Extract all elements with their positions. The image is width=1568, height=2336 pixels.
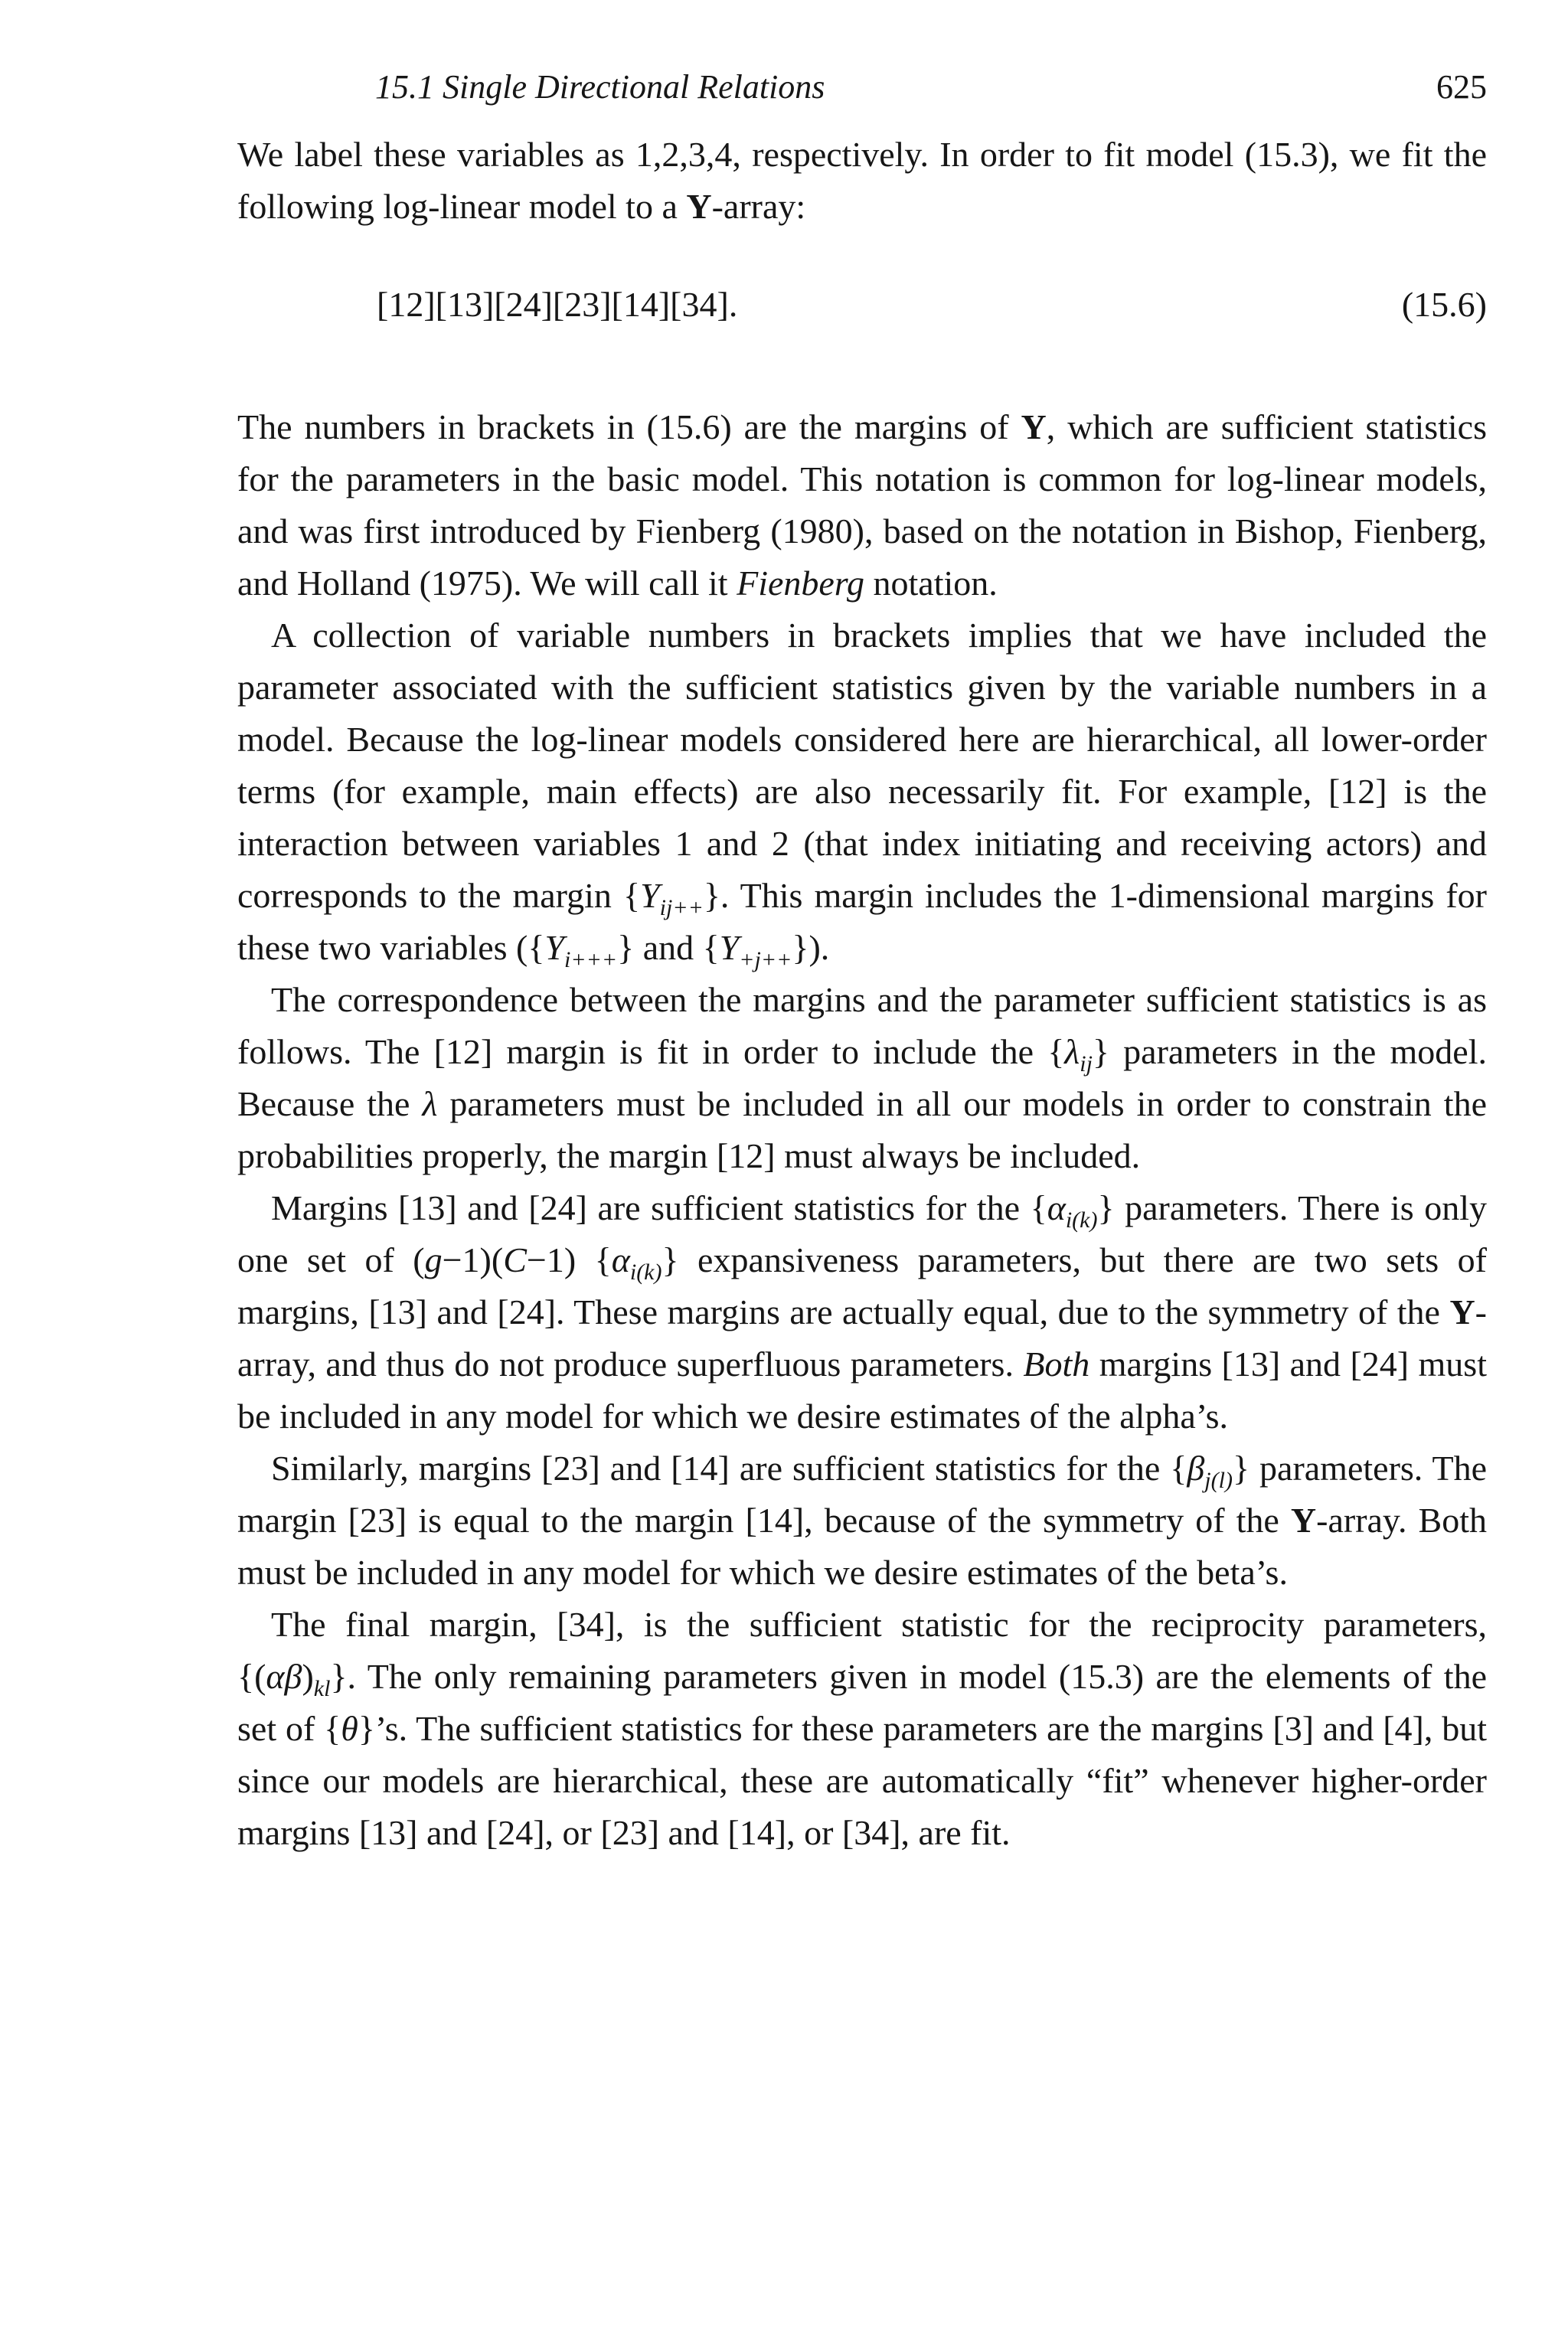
math-subscript: i(k): [1065, 1207, 1098, 1233]
text: -array:: [711, 187, 806, 226]
equation-body: [12][13][24][23][14][34].: [377, 285, 738, 324]
paragraph-6: [237, 1442, 1487, 1599]
math-subscript: i(k): [629, 1259, 662, 1286]
equation-number: (15.6): [1401, 285, 1487, 324]
text: notation.: [864, 564, 998, 603]
math-var: αβ: [266, 1657, 302, 1696]
math-subscript: +j++: [739, 947, 792, 973]
text: The final margin, [34], is the sufficient statistic for the reciprocity parameters, {(: [237, 1605, 1487, 1696]
text: −1) {: [526, 1240, 612, 1279]
text: The correspondence between the margins and the parameter sufficient statistics is as follows. The [12] margin is fit in order to include the {: [237, 980, 1487, 1071]
text: −1)(: [442, 1240, 504, 1279]
text: , which are sufficient statistics for the parameters in the basic model. This notation is common for log-linear models, and was first introduced by Fienberg (1980), based on the notation in Bishop, Fienberg, and Holland (1975). We will call it: [237, 407, 1487, 603]
math-subscript: kl: [313, 1676, 331, 1702]
emphasis: Both: [1023, 1344, 1090, 1384]
math-var: α: [611, 1240, 630, 1279]
text: } parameters. There is only one set of (: [237, 1188, 1487, 1279]
text: The numbers in brackets in (15.6) are the margins of: [237, 407, 1021, 446]
text: parameters must be included in all our models in order to constrain the probabilities properly, the margin [12] must always be included.: [237, 1084, 1488, 1175]
text: A collection of variable numbers in brackets implies that we have included the parameter associated with the sufficient statistics given by the variable numbers in a model. Because the log-linear models considered here are hierarchical, all lower-order terms (for example, main effects) are also necessarily fit. For example, [12] is the interaction between variables 1 and 2 (that index initiating and receiving actors) and corresponds to the margin {: [237, 616, 1487, 915]
paragraph-2: [237, 401, 1487, 609]
page-number: 625: [1436, 68, 1487, 106]
paragraph-7: [237, 1599, 1487, 1859]
paragraph-3: [237, 609, 1487, 974]
text: }).: [792, 928, 830, 967]
math-var: Y: [719, 928, 740, 967]
math-subscript: j(l): [1204, 1468, 1233, 1494]
text: -array, and thus do not produce superfluous parameters.: [237, 1292, 1487, 1384]
paragraph-5: [237, 1182, 1487, 1442]
math-subscript: i+++: [564, 947, 618, 973]
text: } and {: [617, 928, 720, 967]
math-var: β: [1187, 1449, 1205, 1488]
text: }. This margin includes the 1-dimensional margins for these two variables ({: [237, 876, 1487, 967]
paragraph-1: [237, 129, 1487, 233]
text: } parameters in the model. Because the: [237, 1032, 1487, 1123]
text: Margins [13] and [24] are sufficient statistics for the {: [271, 1188, 1047, 1227]
text: }. The only remaining parameters given in model (15.3) are the elements of the set of {: [237, 1657, 1487, 1748]
emphasis: Fienberg: [737, 564, 865, 603]
text: } expansiveness parameters, but there are two sets of margins, [13] and [24]. These margins are actually equal, due to the symmetry of the: [237, 1240, 1488, 1331]
math-var: λ: [422, 1084, 438, 1123]
running-title: 15.1 Single Directional Relations: [375, 68, 825, 106]
bold-y: Y: [1021, 407, 1047, 446]
text: Similarly, margins [23] and [14] are sufficient statistics for the {: [271, 1449, 1187, 1488]
text: ): [302, 1657, 314, 1696]
text: margins [13] and [24] must be included in any model for which we desire estimates of the alpha’s.: [237, 1344, 1487, 1436]
bold-y: Y: [686, 187, 712, 226]
equation-15-6: [237, 279, 1487, 331]
math-var: Y: [544, 928, 565, 967]
text: We label these variables as 1,2,3,4, respectively. In order to fit model (15.3), we fit the following log-linear model to a: [237, 135, 1487, 226]
math-var: g: [424, 1240, 443, 1279]
math-subscript: ij: [1080, 1051, 1093, 1077]
math-subscript: ij++: [659, 895, 704, 921]
page: [237, 67, 1487, 1859]
math-var: λ: [1064, 1032, 1080, 1071]
paragraph-4: [237, 974, 1487, 1182]
running-head: [237, 67, 1487, 129]
bold-y: Y: [1290, 1501, 1317, 1540]
math-var: θ: [341, 1709, 358, 1748]
math-var: Y: [640, 876, 660, 915]
text: -array. Both must be included in any model for which we desire estimates of the beta’s.: [237, 1501, 1488, 1592]
bold-y: Y: [1449, 1292, 1475, 1331]
math-var: C: [503, 1240, 527, 1279]
text: }’s. The sufficient statistics for these parameters are the margins [3] and [4], but since our models are hierarchical, these are automatically “fit” whenever higher-order margins [13] and [24], or [23] and [14], or [34], are fit.: [237, 1709, 1487, 1852]
math-var: α: [1047, 1188, 1066, 1227]
text: } parameters. The margin [23] is equal to the margin [14], because of the symmetry of the: [237, 1449, 1488, 1540]
